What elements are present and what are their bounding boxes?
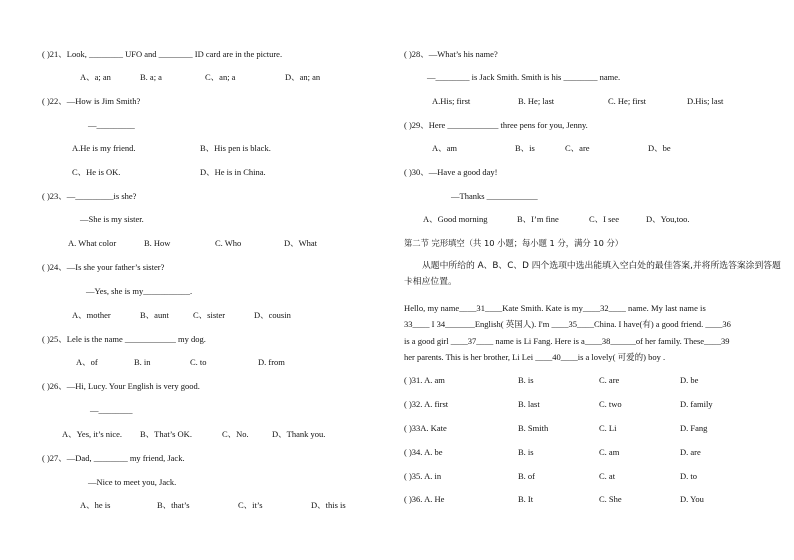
question-28: ( )28、—What’s his name? [404, 49, 498, 59]
cloze-question-36: ( )36. A. He [404, 494, 445, 504]
option-d: D、He is in China. [200, 167, 266, 177]
answer-line: —Yes, she is my___________. [86, 286, 193, 296]
section-title: 第二节 完形填空（共 10 小题；每小题 1 分，满分 10 分） [404, 238, 624, 248]
cloze-question-31: ( )31. A. am [404, 375, 445, 385]
passage-line: 33____ I 34_______English( 英国人). I'm ____35____China. I have(有) a good friend. ____36 [404, 319, 731, 329]
option-d: D.His; last [687, 96, 724, 106]
question-30: ( )30、—Have a good day! [404, 167, 498, 177]
question-29: ( )29、Here ____________ three pens for you, Jenny. [404, 120, 588, 130]
option-a: A.His; first [432, 96, 471, 106]
option-b: B. a; a [140, 72, 162, 82]
option-a: A、mother [72, 310, 111, 320]
option-b: B、is [515, 143, 535, 153]
answer-line: —_________ [88, 120, 135, 130]
option-d: D、cousin [254, 310, 291, 320]
option-d: D. are [680, 447, 701, 457]
option-c: C. He; first [608, 96, 647, 106]
answer-line: —Nice to meet you, Jack. [88, 477, 177, 487]
question-27: ( )27、—Dad, ________ my friend, Jack. [42, 453, 185, 463]
question-23: ( )23、—_________is she? [42, 191, 137, 201]
option-b: B. It [518, 494, 534, 504]
option-d: D、an; an [285, 72, 321, 82]
option-c: C. Who [215, 238, 242, 248]
question-25: ( )25、Lele is the name ____________ my dog. [42, 334, 206, 344]
question-26: ( )26、—Hi, Lucy. Your English is very good. [42, 381, 200, 391]
option-c: C. are [599, 375, 620, 385]
option-a: A.He is my friend. [72, 143, 136, 153]
option-c: C、sister [193, 310, 226, 320]
option-a: A、of [76, 357, 98, 367]
option-a: A、Yes, it’s nice. [62, 429, 123, 439]
option-b: B. He; last [518, 96, 555, 106]
option-d: D、You,too. [646, 214, 690, 224]
question-24: ( )24、—Is she your father’s sister? [42, 262, 165, 272]
option-d: D. family [680, 399, 713, 409]
passage-line: is a good girl ____37____ name is Li Fang. Here is a____38______of her family. These____39 [404, 336, 730, 346]
option-b: B、that’s [157, 500, 190, 510]
cloze-question-34: ( )34. A. be [404, 447, 443, 457]
question-22: ( )22、—How is Jim Smith? [42, 96, 141, 106]
option-b: B. How [144, 238, 171, 248]
option-c: C. She [599, 494, 622, 504]
option-b: B. of [518, 471, 535, 481]
answer-line: —________ [90, 405, 133, 415]
option-c: C. to [190, 357, 207, 367]
option-c: C. am [599, 447, 620, 457]
option-c: C、I see [589, 214, 619, 224]
option-c: C、No. [222, 429, 249, 439]
option-c: C. at [599, 471, 616, 481]
instruction-text: 从题中所给的 A、B、C、D 四个选项中选出能填入空白处的最佳答案,并将所选答案涂到答题卡相应位置。 [404, 261, 781, 287]
option-b: B. in [134, 357, 151, 367]
option-d: D. to [680, 471, 697, 481]
option-c: C. Li [599, 423, 617, 433]
option-d: D、Thank you. [272, 429, 326, 439]
option-a: A、a; an [80, 72, 111, 82]
option-c: C、He is OK. [72, 167, 121, 177]
option-d: D. be [680, 375, 699, 385]
option-d: D、What [284, 238, 318, 248]
cloze-question-33: ( )33A. Kate [404, 423, 447, 433]
option-b: B. Smith [518, 423, 549, 433]
cloze-question-32: ( )32. A. first [404, 399, 449, 409]
option-d: D. You [680, 494, 704, 504]
option-b: B、aunt [140, 310, 169, 320]
option-d: D、be [648, 143, 671, 153]
option-d: D. from [258, 357, 285, 367]
cloze-question-35: ( )35. A. in [404, 471, 442, 481]
answer-line: —Thanks ____________ [451, 191, 538, 201]
passage-line: her parents. This is her brother, Li Lei ____40____is a lovely( 可爱的) boy . [404, 352, 666, 362]
option-a: A. What color [68, 238, 117, 248]
option-d: D. Fang [680, 423, 708, 433]
option-c: C、it’s [238, 500, 263, 510]
question-21: ( )21、Look, ________ UFO and ________ ID card are in the picture. [42, 49, 283, 59]
option-d: D、this is [311, 500, 346, 510]
option-c: C. two [599, 399, 622, 409]
option-b: B. is [518, 447, 534, 457]
option-c: C、an; a [205, 72, 236, 82]
option-a: A、Good morning [423, 214, 488, 224]
option-b: B、I’m fine [517, 214, 559, 224]
option-b: B. last [518, 399, 540, 409]
option-b: B、His pen is black. [200, 143, 271, 153]
option-a: A、he is [80, 500, 111, 510]
option-c: C、are [565, 143, 590, 153]
passage-line: Hello, my name____31____Kate Smith. Kate is my____32____ name. My last name is [404, 303, 706, 313]
option-b: B. is [518, 375, 534, 385]
answer-line: —________ is Jack Smith. Smith is his ________ name. [427, 72, 621, 82]
option-b: B、That’s OK. [140, 429, 192, 439]
answer-line: —She is my sister. [80, 214, 144, 224]
option-a: A、am [432, 143, 458, 153]
